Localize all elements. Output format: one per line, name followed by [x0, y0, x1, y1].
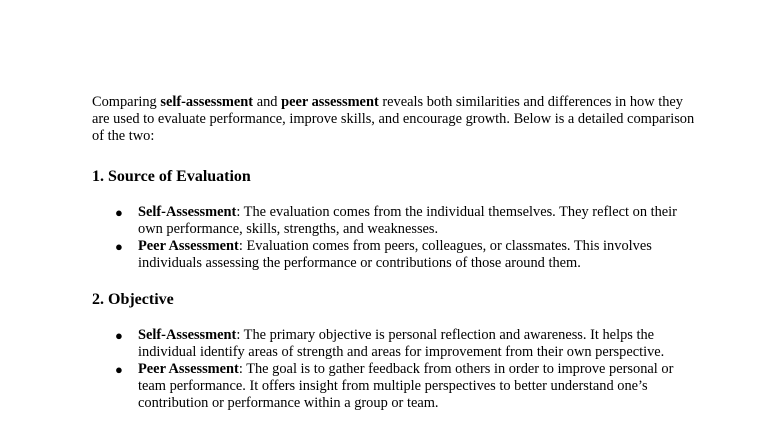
bullet-icon: ● [115, 239, 123, 254]
list-item-text: : The goal is to gather feedback from others in order to improve personal or team performance. It offers insight from multiple perspectives to better understand one’s contribution or performance within a group or team. [138, 361, 674, 411]
bullet-icon: ● [115, 205, 123, 220]
list-item [92, 238, 702, 272]
intro-term-peer-assessment: peer assessment [281, 94, 379, 110]
bullet-list-objective [92, 327, 702, 412]
list-item [92, 327, 702, 361]
section-heading-source-of-evaluation: 1. Source of Evaluation [92, 168, 251, 185]
bullet-icon: ● [115, 362, 123, 377]
intro-term-self-assessment: self-assessment [160, 94, 254, 110]
list-item-term: Self-Assessment [138, 204, 237, 220]
list-item [92, 204, 702, 238]
bullet-icon: ● [115, 328, 123, 343]
document-body [92, 94, 702, 412]
intro-text: Comparing [92, 94, 161, 110]
bullet-list-source-of-evaluation [92, 204, 702, 272]
list-item-term: Peer Assessment [138, 238, 239, 254]
section-heading-objective: 2. Objective [92, 291, 174, 308]
intro-text: reveals both similarities and differences in how they are used to evaluate performance, improve skills, and encourage growth. Below is a detailed comparison of the two: [92, 94, 695, 144]
list-item-text: : The evaluation comes from the individual themselves. They reflect on their own performance, skills, strengths, and weaknesses. [138, 204, 677, 237]
list-item [92, 361, 702, 412]
list-item-term: Self-Assessment [138, 327, 237, 343]
list-item-term: Peer Assessment [138, 361, 239, 377]
list-item-text: : The primary objective is personal reflection and awareness. It helps the individual identify areas of strength and areas for improvement from their own perspective. [138, 327, 665, 360]
intro-paragraph [92, 94, 702, 145]
intro-text: and [253, 94, 282, 110]
list-item-text: : Evaluation comes from peers, colleagues, or classmates. This involves individuals assessing the performance or contributions of those around them. [138, 238, 652, 271]
